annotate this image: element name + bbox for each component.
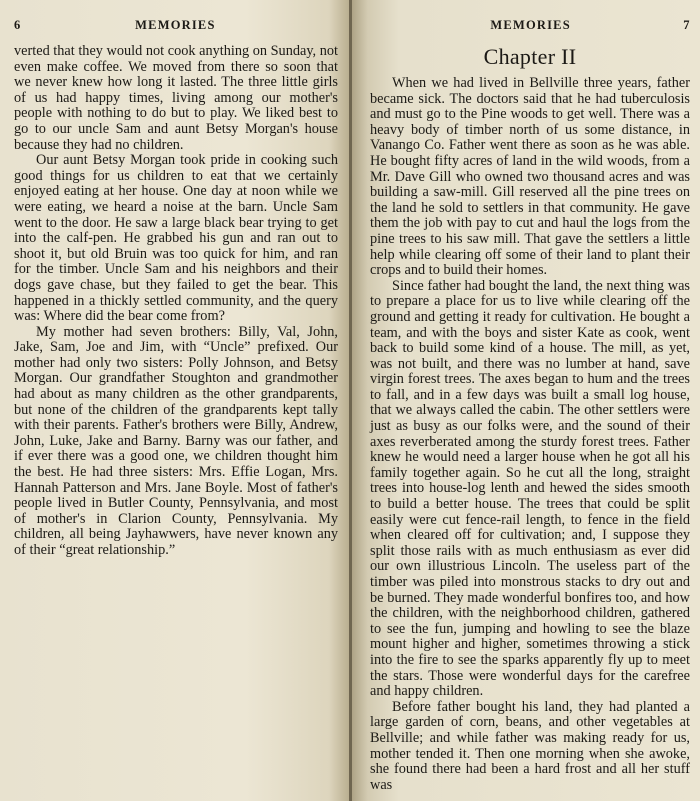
right-running-title: MEMORIES (490, 18, 571, 32)
chapter-title: Chapter II (483, 44, 577, 69)
left-paragraph-1: verted that they would not cook anything on Sunday, not even make coffee. We moved from there so soon that we never knew how long it lasted. The three little girls of us had happy times, living among our mother's people with nothing to do but to play. We liked best to go to our uncle Sam and aunt Betsy Morgan's house because they had no children. (14, 43, 338, 153)
left-running-head (14, 18, 338, 33)
book-gutter (349, 0, 352, 801)
left-page-number: 6 (14, 18, 21, 32)
left-paragraph-2: Our aunt Betsy Morgan took pride in cooking such good things for us children to eat that we certainly enjoyed eating at her house. One day at noon while we were eating, we heard a noise at the barn. Uncle Sam went to the door. He saw a large black bear trying to get into the calf-pen. He grabbed his gun and ran out to shoot it, but old Bruin was too quick for him, and ran for the timber. Uncle Sam and his neighbors and their dogs gave chase, but they failed to get the bear. This happened in a thickly settled community, and the query was: Where did the bear come from? (14, 152, 338, 325)
right-running-head (370, 18, 690, 33)
right-paragraph-1: When we had lived in Bellville three years, father became sick. The doctors said that he had tuberculosis and must go to the Pine woods to get well. There was a heavy body of timber north of us some distance, in Vanango Co. Father went there as soon as he was able. He bought fifty acres of land in the wild woods, from a Mr. Dave Gill who owned two thousand acres and was building a saw-mill. Gill reserved all the pine trees on the land he sold to settlers in that community. He gave them the job with pay to cut and haul the logs from the pine trees to his saw mill. That gave the settlers a little help while clearing off some of their land to plant their crops and to build their homes. (370, 75, 690, 279)
right-page-number: 7 (683, 18, 690, 32)
left-running-title: MEMORIES (135, 18, 216, 32)
right-page (350, 0, 700, 801)
right-paragraph-3: Before father bought his land, they had planted a large garden of corn, beans, and other vegetables at Bellville; and while father was making ready for us, mother tended it. Then one morning when she awoke, she found there had been a hard frost and all her stuff was (370, 698, 690, 793)
left-paragraph-3: My mother had seven brothers: Billy, Val, John, Jake, Sam, Joe and Jim, with “Uncle” prefixed. Our mother had only two sisters: Polly Johnson, and Betsy Morgan. Our grandfather Stoughton and grandmother had about as many children as the other grandparents, but none of the children of the grandparents kept tally with their parents. Father's brothers were Billy, Andrew, John, Luke, Jake and Barny. Barny was our father, and if ever there was a good one, we children thought him the best. He had three sisters: Mrs. Effie Logan, Mrs. Hannah Patterson and Mrs. Jane Boyle. Most of father's people lived in Butler County, Pennsylvania, and most of mother's in Clarion County, Pennsylvania. My children, all being Jayhawwers, have never known any of their “great relationship.” (14, 323, 338, 558)
right-paragraph-2: Since father had bought the land, the next thing was to prepare a place for us to live while clearing off the ground and getting it ready for cultivation. He bought a team, and with the boys and sister Kate as cook, went back to build some kind of a house. The mill, as yet, was not built, and there was no lumber at hand, save virgin forest trees. The axes began to hum and the trees to fall, and in a few days was built a small log house, that we always called the cabin. The other settlers were just as busy as our folks were, and the sound of their axes reverberated among the sturdy forest trees. Father knew he would need a larger house when he got all his family together again. So he cut all the long, straight trees into house-log lenth and hewed the sides smooth to build a better house. The trees that could be split easily were cut fence-rail length, to fence in the field when cleared off for cultivation; and, I suppose they split those rails with as much enthusiasm as ever did our own illustrious Lincoln. The useless part of the timber was piled into monstrous stacks to dry out and be burned. They made wonderful bonfires too, and how the children, with the neighborhood children, gathered to see the fun, jumping and howling to see the blaze mount higher and higher, sometimes throwing a stick into the fire to see the sparks apparently fly up to meet the stars. Those were wonderful days for the carefree and happy children. (370, 277, 690, 700)
